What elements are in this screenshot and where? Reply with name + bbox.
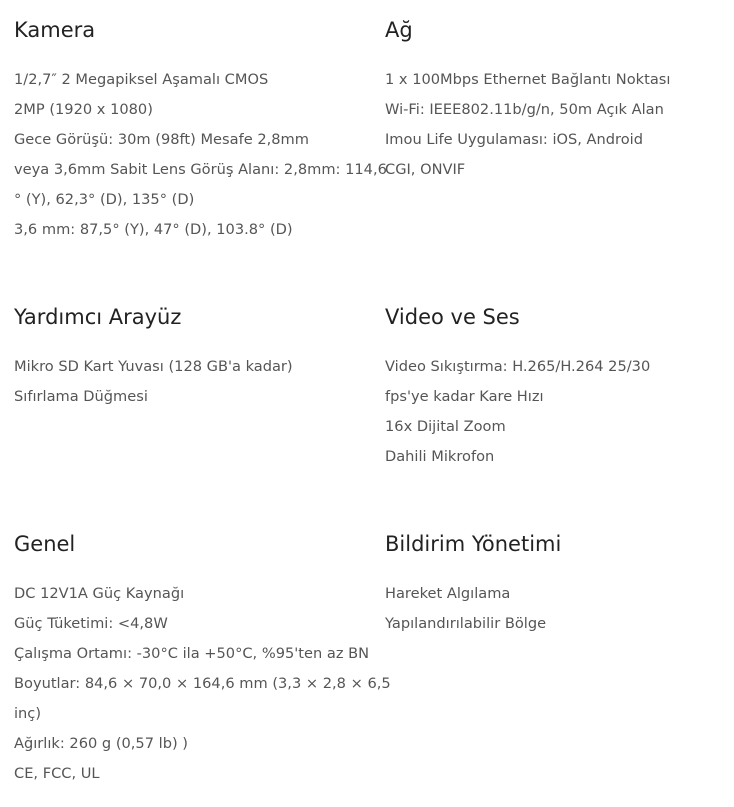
- spec-item: 3,6 mm: 87,5° (Y), 47° (D), 103.8° (D): [14, 221, 293, 238]
- spec-item: Ağırlık: 260 g (0,57 lb) ): [14, 735, 188, 752]
- section-title: Yardımcı Arayüz: [14, 305, 182, 329]
- section-bildirim-yonetimi: [385, 529, 734, 639]
- spec-item: ° (Y), 62,3° (D), 135° (D): [14, 191, 195, 208]
- spec-item: Yapılandırılabilir Bölge: [385, 615, 547, 632]
- spec-item: Dahili Mikrofon: [385, 448, 495, 465]
- spec-item: Hareket Algılama: [385, 585, 511, 602]
- spec-list: [14, 65, 387, 245]
- spec-list: [385, 65, 734, 185]
- spec-item: 16x Dijital Zoom: [385, 418, 506, 435]
- section-title: Ağ: [385, 18, 413, 42]
- spec-item: Çalışma Ortamı: -30°C ila +50°C, %95'ten az BN: [14, 645, 370, 662]
- spec-item: Mikro SD Kart Yuvası (128 GB'a kadar): [14, 358, 293, 375]
- spec-item: 1 x 100Mbps Ethernet Bağlantı Noktası: [385, 71, 671, 88]
- spec-list: [14, 579, 391, 789]
- spec-item: Sıfırlama Düğmesi: [14, 388, 148, 405]
- spec-item: fps'ye kadar Kare Hızı: [385, 388, 544, 405]
- section-genel: [14, 529, 391, 789]
- section-title: Bildirim Yönetimi: [385, 532, 562, 556]
- spec-item: Video Sıkıştırma: H.265/H.264 25/30: [385, 358, 651, 375]
- section-title: Kamera: [14, 18, 96, 42]
- spec-item: inç): [14, 705, 42, 722]
- spec-item: Imou Life Uygulaması: iOS, Android: [385, 131, 643, 148]
- spec-list: [385, 579, 734, 639]
- spec-item: Boyutlar: 84,6 × 70,0 × 164,6 mm (3,3 × 2,8 × 6,5: [14, 675, 391, 692]
- spec-item: Güç Tüketimi: <4,8W: [14, 615, 168, 632]
- section-yardimci-arayuz: [14, 302, 364, 412]
- spec-item: Wi-Fi: IEEE802.11b/g/n, 50m Açık Alan: [385, 101, 664, 118]
- spec-list: [14, 352, 364, 412]
- spec-item: CE, FCC, UL: [14, 765, 100, 782]
- spec-item: veya 3,6mm Sabit Lens Görüş Alanı: 2,8mm: 114,6: [14, 161, 387, 178]
- spec-item: Gece Görüşü: 30m (98ft) Mesafe 2,8mm: [14, 131, 309, 148]
- section-kamera: [14, 15, 387, 245]
- section-title: Video ve Ses: [385, 305, 520, 329]
- section-title: Genel: [14, 532, 76, 556]
- spec-item: CGI, ONVIF: [385, 161, 466, 178]
- spec-item: 1/2,7″ 2 Megapiksel Aşamalı CMOS: [14, 71, 269, 88]
- section-video-ve-ses: [385, 302, 734, 472]
- spec-item: DC 12V1A Güç Kaynağı: [14, 585, 185, 602]
- spec-item: 2MP (1920 x 1080): [14, 101, 153, 118]
- section-ag: [385, 15, 734, 185]
- spec-list: [385, 352, 734, 472]
